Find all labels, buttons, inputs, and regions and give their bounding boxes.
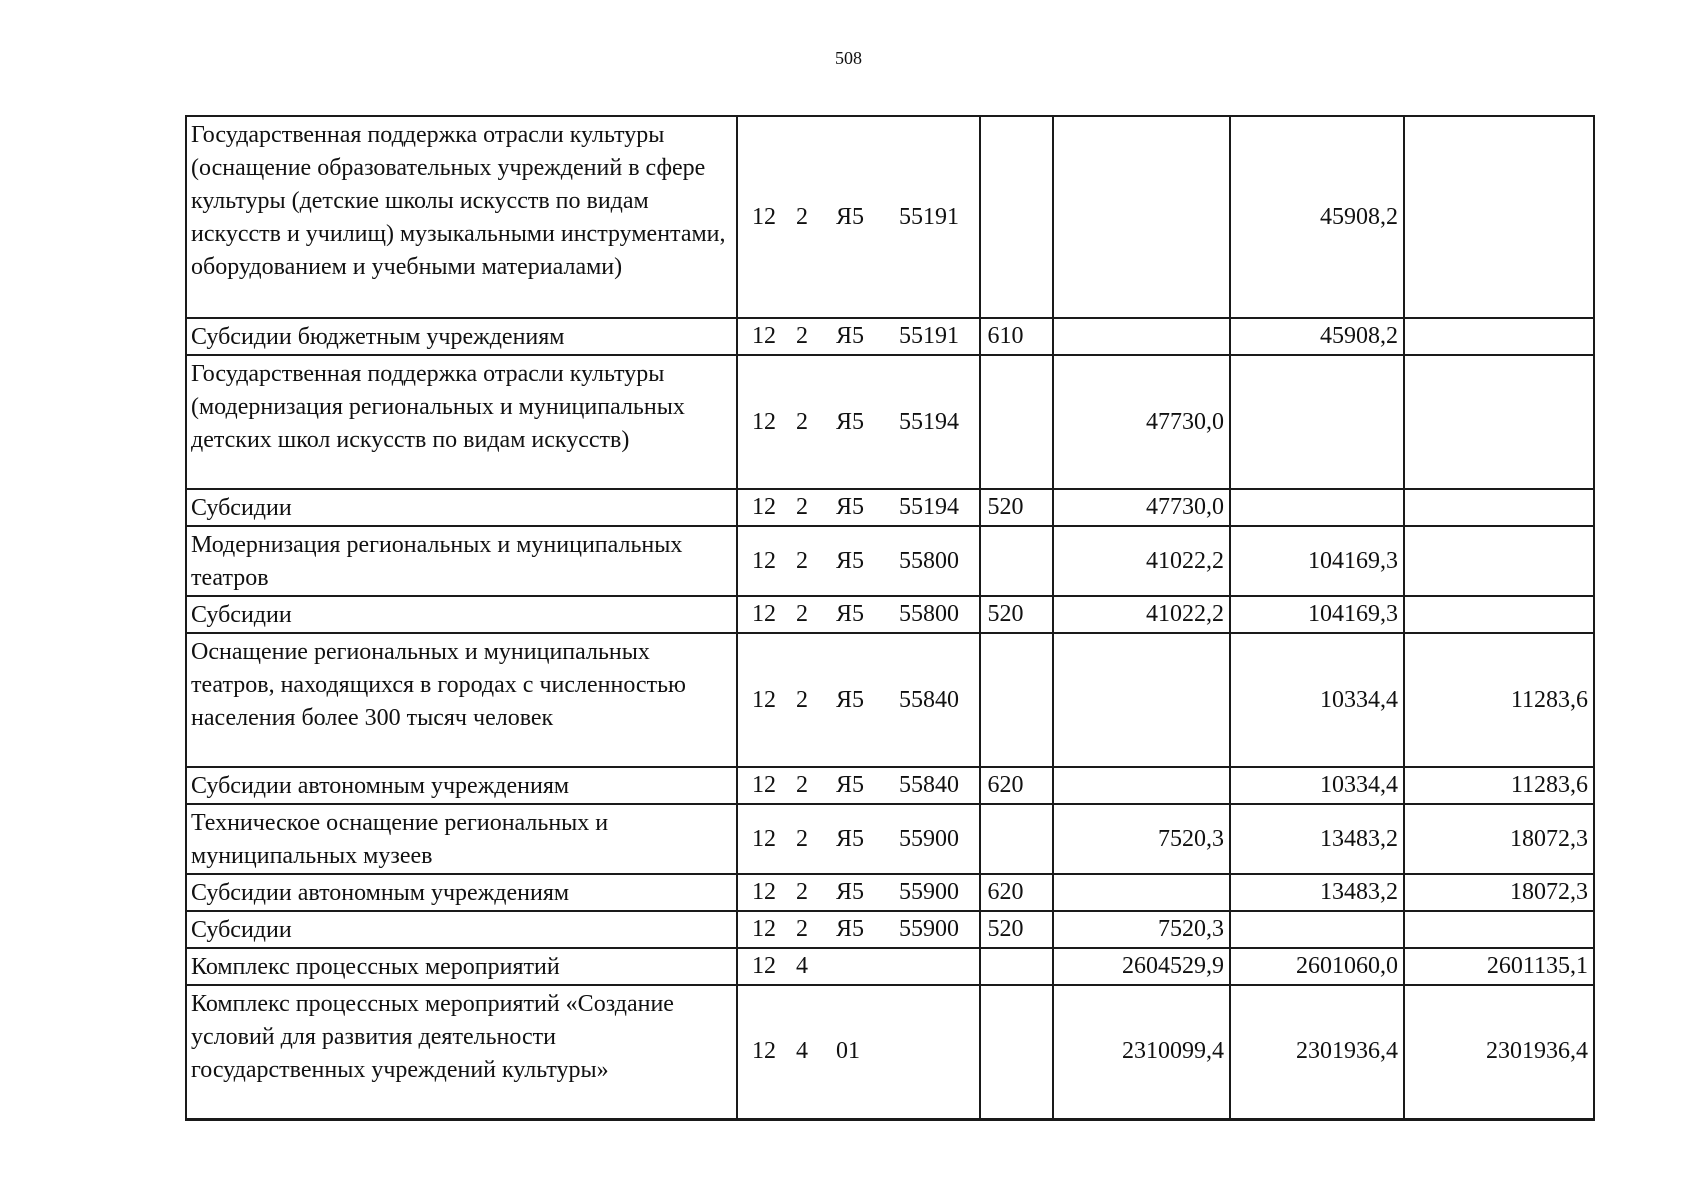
code-part-3: Я5 (836, 772, 865, 798)
budget-code-cell (737, 355, 980, 489)
amount-col3-cell: 11283,6 (1404, 767, 1594, 804)
budget-code-cell (737, 767, 980, 804)
item-name-cell: Субсидии автономным учреждениям (186, 767, 737, 804)
amount-col2-cell (1230, 355, 1404, 489)
amount-col3-cell (1404, 318, 1594, 355)
item-name-cell: Субсидии автономным учреждениям (186, 874, 737, 911)
expense-type-cell (980, 633, 1053, 767)
budget-code-cell (737, 116, 980, 318)
amount-col3-cell: 2301936,4 (1404, 985, 1594, 1119)
expense-type-cell: 620 (980, 767, 1053, 804)
expense-type-cell (980, 116, 1053, 318)
amount-col2-cell: 45908,2 (1230, 116, 1404, 318)
code-part-4: 55191 (899, 323, 959, 349)
code-part-1: 12 (752, 916, 776, 942)
code-part-1: 12 (752, 494, 776, 520)
table-row (186, 318, 1594, 355)
code-part-3: Я5 (836, 408, 865, 435)
code-part-4: 55800 (899, 547, 959, 574)
amount-col3-cell (1404, 355, 1594, 489)
amount-col2-cell: 104169,3 (1230, 526, 1404, 596)
budget-code-cell (737, 633, 980, 767)
expense-type-cell: 620 (980, 874, 1053, 911)
expense-type-cell: 520 (980, 596, 1053, 633)
amount-col1-cell: 7520,3 (1053, 911, 1230, 948)
table-row (186, 948, 1594, 985)
expense-type-cell: 520 (980, 911, 1053, 948)
code-part-4: 55194 (899, 494, 959, 520)
item-name-cell: Техническое оснащение региональных и муниципальных музеев (186, 804, 737, 874)
code-part-1: 12 (752, 601, 776, 627)
table-row (186, 355, 1594, 489)
code-part-1: 12 (752, 825, 776, 852)
item-name-cell: Государственная поддержка отрасли культуры (оснащение образовательных учреждений в сфере культуры (детские школы искусств по видам искусств и училищ) музыкальными инструментами, оборудованием и учебными материалами) (186, 116, 737, 318)
expense-type-cell: 610 (980, 318, 1053, 355)
page-number: 508 (835, 48, 862, 68)
amount-col1-cell: 41022,2 (1053, 526, 1230, 596)
code-part-3: Я5 (836, 323, 865, 349)
amount-col2-cell: 2301936,4 (1230, 985, 1404, 1119)
expense-type-cell (980, 985, 1053, 1119)
amount-col1-cell (1053, 767, 1230, 804)
code-part-4: 55840 (899, 686, 959, 713)
code-part-3: Я5 (836, 916, 865, 942)
amount-col1-cell (1053, 116, 1230, 318)
code-part-4: 55191 (899, 203, 959, 230)
amount-col3-cell: 18072,3 (1404, 874, 1594, 911)
amount-col1-cell (1053, 318, 1230, 355)
item-name-cell: Государственная поддержка отрасли культуры (модернизация региональных и муниципальных детских школ искусств по видам искусств) (186, 355, 737, 489)
amount-col1-cell: 2310099,4 (1053, 985, 1230, 1119)
budget-code-cell (737, 911, 980, 948)
code-part-1: 12 (752, 203, 776, 230)
expense-type-cell (980, 804, 1053, 874)
budget-code-cell (737, 596, 980, 633)
code-part-4: 55840 (899, 772, 959, 798)
table-row (186, 596, 1594, 633)
amount-col3-cell (1404, 911, 1594, 948)
code-part-3: Я5 (836, 494, 865, 520)
item-name-cell: Субсидии бюджетным учреждениям (186, 318, 737, 355)
amount-col1-cell: 7520,3 (1053, 804, 1230, 874)
amount-col3-cell: 2601135,1 (1404, 948, 1594, 985)
amount-col1-cell: 2604529,9 (1053, 948, 1230, 985)
amount-col2-cell: 104169,3 (1230, 596, 1404, 633)
table-row (186, 874, 1594, 911)
code-part-2: 2 (796, 547, 808, 574)
amount-col2-cell: 10334,4 (1230, 633, 1404, 767)
code-part-2: 2 (796, 203, 808, 230)
amount-col3-cell: 11283,6 (1404, 633, 1594, 767)
amount-col3-cell (1404, 489, 1594, 526)
table-row (186, 116, 1594, 318)
amount-col2-cell: 45908,2 (1230, 318, 1404, 355)
code-part-3: Я5 (836, 203, 865, 230)
budget-code-cell (737, 526, 980, 596)
amount-col3-cell (1404, 526, 1594, 596)
amount-col3-cell (1404, 116, 1594, 318)
amount-col1-cell (1053, 874, 1230, 911)
item-name-cell: Модернизация региональных и муниципальных театров (186, 526, 737, 596)
table-row (186, 767, 1594, 804)
code-part-2: 2 (796, 916, 808, 942)
code-part-1: 12 (752, 408, 776, 435)
code-part-2: 4 (796, 1038, 808, 1065)
code-part-4: 55900 (899, 825, 959, 852)
code-part-4: 55194 (899, 408, 959, 435)
item-name-cell: Оснащение региональных и муниципальных театров, находящихся в городах с численностью населения более 300 тысяч человек (186, 633, 737, 767)
code-part-3: Я5 (836, 547, 865, 574)
table-row (186, 911, 1594, 948)
budget-code-cell (737, 948, 980, 985)
amount-col3-cell (1404, 596, 1594, 633)
code-part-3: Я5 (836, 686, 865, 713)
code-part-4: 55900 (899, 879, 959, 905)
amount-col2-cell: 10334,4 (1230, 767, 1404, 804)
expense-type-cell: 520 (980, 489, 1053, 526)
item-name-cell: Субсидии (186, 596, 737, 633)
code-part-1: 12 (752, 953, 776, 979)
amount-col2-cell (1230, 489, 1404, 526)
amount-col2-cell: 13483,2 (1230, 804, 1404, 874)
code-part-3: Я5 (836, 601, 865, 627)
code-part-2: 2 (796, 601, 808, 627)
table-row (186, 804, 1594, 874)
amount-col2-cell: 2601060,0 (1230, 948, 1404, 985)
code-part-2: 2 (796, 772, 808, 798)
code-part-1: 12 (752, 879, 776, 905)
amount-col3-cell: 18072,3 (1404, 804, 1594, 874)
code-part-1: 12 (752, 772, 776, 798)
code-part-2: 2 (796, 825, 808, 852)
item-name-cell: Субсидии (186, 911, 737, 948)
amount-col1-cell: 47730,0 (1053, 489, 1230, 526)
table-row (186, 985, 1594, 1119)
code-part-1: 12 (752, 1038, 776, 1065)
item-name-cell: Комплекс процессных мероприятий «Создание условий для развития деятельности государственных учреждений культуры» (186, 985, 737, 1119)
item-name-cell: Субсидии (186, 489, 737, 526)
code-part-1: 12 (752, 547, 776, 574)
code-part-3: Я5 (836, 879, 865, 905)
code-part-2: 2 (796, 879, 808, 905)
code-part-2: 2 (796, 323, 808, 349)
budget-code-cell (737, 985, 980, 1119)
code-part-2: 2 (796, 494, 808, 520)
code-part-3: Я5 (836, 825, 865, 852)
amount-col2-cell: 13483,2 (1230, 874, 1404, 911)
code-part-2: 2 (796, 686, 808, 713)
item-name-cell: Комплекс процессных мероприятий (186, 948, 737, 985)
budget-code-cell (737, 489, 980, 526)
expense-type-cell (980, 948, 1053, 985)
code-part-2: 4 (796, 953, 808, 979)
code-part-1: 12 (752, 323, 776, 349)
code-part-2: 2 (796, 408, 808, 435)
table-row (186, 489, 1594, 526)
budget-code-cell (737, 874, 980, 911)
table-row (186, 526, 1594, 596)
expense-type-cell (980, 355, 1053, 489)
code-part-3: 01 (836, 1038, 860, 1065)
budget-table (185, 115, 1595, 1121)
amount-col1-cell: 47730,0 (1053, 355, 1230, 489)
code-part-1: 12 (752, 686, 776, 713)
code-part-4: 55800 (899, 601, 959, 627)
amount-col2-cell (1230, 911, 1404, 948)
budget-code-cell (737, 804, 980, 874)
code-part-4: 55900 (899, 916, 959, 942)
expense-type-cell (980, 526, 1053, 596)
amount-col1-cell (1053, 633, 1230, 767)
amount-col1-cell: 41022,2 (1053, 596, 1230, 633)
table-row (186, 633, 1594, 767)
budget-code-cell (737, 318, 980, 355)
